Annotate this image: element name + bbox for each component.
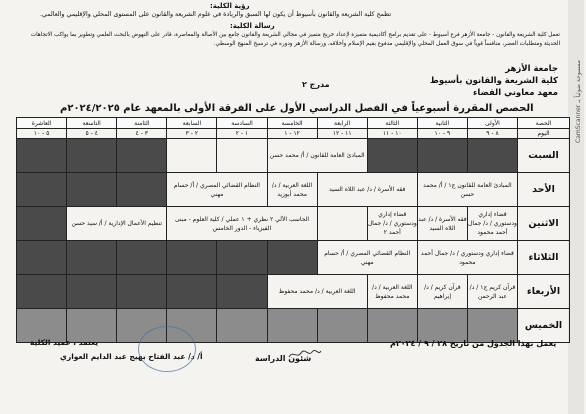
class-info: فقه الأسرة / د/ عبد اللاه السيد: [418, 215, 467, 232]
empty-slot: [167, 139, 217, 173]
empty-slot: [67, 241, 117, 275]
period-name: العاشرة: [17, 118, 67, 129]
scanner-watermark: CamScanner ممسوحة ضوئياً بـ: [575, 60, 582, 143]
signature-mark: [288, 348, 322, 360]
class-slot: [317, 241, 417, 275]
period-name-row: [17, 118, 570, 129]
vision-title: رؤية الكلية:: [210, 2, 250, 10]
period-time: ٤ - ٥: [67, 129, 117, 139]
period-time: ٣ - ٤: [117, 129, 167, 139]
period-time: ١١ - ١٢: [317, 129, 367, 139]
class-info: قرآن كريم ج١ / د/ عبد الرحمن: [469, 283, 516, 300]
empty-slot: [317, 309, 367, 343]
period-name: الرابعة: [317, 118, 367, 129]
day-name: الأحد: [518, 173, 570, 207]
class-info: الحاسب الآلي ٢ نظري + ١ عملي / كلية العلوم - مبنى الفيزياء - الدور الخامس: [174, 215, 310, 232]
class-info: قرآن كريم / د/ إبراهيم: [424, 283, 461, 300]
period-name: الثامنة: [117, 118, 167, 129]
day-row-sunday: [17, 173, 570, 207]
day-row-wednesday: [17, 275, 570, 309]
class-info: قضاء إداري ودستوري / د/ جمال أحمد محمود: [468, 211, 517, 236]
period-name: الخامسة: [267, 118, 317, 129]
period-name: الأولى: [467, 118, 517, 129]
class-slot: [167, 207, 317, 241]
empty-slot: [17, 241, 67, 275]
period-time: ٨ - ٩: [467, 129, 517, 139]
studies-affairs: شئون الدراسة: [255, 354, 312, 363]
empty-slot: [267, 241, 317, 275]
day-row-thursday: [17, 309, 570, 343]
vision-text: تطمح كلية الشريعة والقانون بأسيوط أن يكون لها السبق والريادة في علوم الشريعة والقانون على المستوى المحلي والإقليمي والعالمي.: [40, 11, 392, 18]
empty-slot: [367, 139, 417, 173]
class-slot: [267, 139, 367, 173]
class-info: النظام القضائي المصري / أ/ حسام مهني: [173, 181, 260, 198]
class-slot: [267, 275, 367, 309]
empty-slot: [17, 275, 67, 309]
class-info: قضاء إداري ودستوري / د/ جمال أحمد محمود: [420, 249, 514, 266]
class-info: النظام القضائي المصري / أ/ حسام مهني: [324, 249, 411, 266]
class-info: المبادئ العامة للقانون / أ/ محمد حسن: [269, 152, 365, 159]
class-slot: [367, 275, 417, 309]
empty-slot: [117, 275, 167, 309]
class-slot: [467, 207, 517, 241]
class-slot: [417, 207, 467, 241]
mission-text: تعمل كلية الشريعة والقانون - جامعة الأزهر فرع أسيوط - على تقديم برامج أكاديمية متميزة لإعداد خريج متميز في مجالي الشريعة والقانون جامع بين الأصالة والمعاصرة، قادر على النهوض بالبحث العلمي وتطوير بما يواكب الاتجاهات الحديثة ومتطلبات العصر، منافساً قوياً في سوق العمل المحلي والإقليمي مدفوع بقيم الإسلام وأخلاقه، ورسالة الأزهر ودوره في ترسيخ المنهج الوسطي.: [30, 32, 560, 47]
approval-label: يعتمد ، عميد الكلية: [30, 338, 99, 347]
corner-period-label: الحصة: [518, 118, 570, 129]
empty-slot: [217, 275, 267, 309]
period-time: ٥ - ١٠: [17, 129, 67, 139]
mission-title: رسالة الكلية:: [230, 22, 275, 30]
hall-label: مدرج ٢: [302, 80, 330, 89]
period-name: الثانية: [417, 118, 467, 129]
period-name: التاسعة: [67, 118, 117, 129]
class-info: اللغة العربية / د/ محمد محفوظ: [372, 283, 413, 300]
period-time-row: [17, 129, 570, 139]
period-time: ٩ - ١٠: [417, 129, 467, 139]
empty-slot: [267, 309, 317, 343]
day-row-saturday: [17, 139, 570, 173]
empty-slot: [117, 139, 167, 173]
class-info: قضاء إداري ودستوري / د/ جمال أحمد ٢: [367, 211, 417, 236]
corner-day-label: اليوم: [518, 129, 570, 139]
day-name: الثلاثاء: [518, 241, 570, 275]
official-stamp: [138, 326, 196, 372]
class-slot: [367, 207, 417, 241]
day-name: السبت: [518, 139, 570, 173]
empty-slot: [17, 207, 67, 241]
effective-date: يعمل بهذا الجدول من تاريخ ٢٨ / ٩ / ٢٠٢٤م: [390, 339, 557, 348]
empty-slot: [17, 139, 67, 173]
university-name: جامعة الأزهر: [505, 64, 558, 74]
empty-slot: [67, 139, 117, 173]
class-slot: [467, 275, 517, 309]
class-info: اللغة العربية / د/ محمد أبوزيد: [271, 181, 313, 198]
institute-name: معهد معاوني القضاء: [473, 88, 558, 98]
empty-slot: [217, 241, 267, 275]
period-name: السابعة: [167, 118, 217, 129]
day-name: الأربعاء: [518, 275, 570, 309]
empty-slot: [67, 275, 117, 309]
period-name: الثالثة: [367, 118, 417, 129]
day-row-tuesday: [17, 241, 570, 275]
empty-slot: [117, 241, 167, 275]
class-slot: [417, 241, 517, 275]
empty-slot: [217, 139, 267, 173]
day-name: الخميس: [518, 309, 570, 343]
period-name: السادسة: [217, 118, 267, 129]
schedule-table: [16, 117, 570, 343]
day-row-monday: [17, 207, 570, 241]
class-slot: [267, 173, 317, 207]
empty-slot: [17, 173, 67, 207]
class-slot: [67, 207, 167, 241]
class-slot: [417, 275, 467, 309]
class-info: اللغة العربية / د/ محمد محفوظ: [278, 288, 356, 295]
class-slot: [167, 173, 267, 207]
university-block: [430, 63, 558, 99]
empty-slot: [217, 309, 267, 343]
empty-slot: [417, 309, 467, 343]
table-title: الحصص المقررة أسبوعياً في الفصل الدراسي الأول على الفرقة الأولى بالمعهد عام ٢٠٢٤/٢٠٢٥م: [60, 103, 534, 114]
dean-name: أ/ د/ عبد الفتاح بهيج عبد الدايم العواري: [60, 352, 203, 361]
class-info: المبادئ العامة للقانون ج١ / أ/ محمد حسن: [423, 181, 512, 198]
empty-slot: [417, 139, 467, 173]
empty-slot: [167, 275, 217, 309]
period-time: ٢ - ٣: [167, 129, 217, 139]
empty-slot: [467, 309, 517, 343]
empty-slot: [317, 207, 367, 241]
class-slot: [317, 173, 417, 207]
class-info: فقه الأسرة / د/ عبد اللاه السيد: [329, 186, 406, 193]
empty-slot: [167, 241, 217, 275]
period-time: ١٠ - ١١: [367, 129, 417, 139]
empty-slot: [467, 139, 517, 173]
period-time: ١ - ٢: [217, 129, 267, 139]
empty-slot: [67, 173, 117, 207]
period-time: ١٢ - ١: [267, 129, 317, 139]
class-slot: [417, 173, 517, 207]
day-name: الاثنين: [518, 207, 570, 241]
class-info: تنظيم الأعمال الإدارية / أ/ سيد حسن: [71, 220, 162, 227]
empty-slot: [117, 173, 167, 207]
faculty-name: كلية الشريعة والقانون بأسيوط: [430, 76, 558, 86]
empty-slot: [367, 309, 417, 343]
